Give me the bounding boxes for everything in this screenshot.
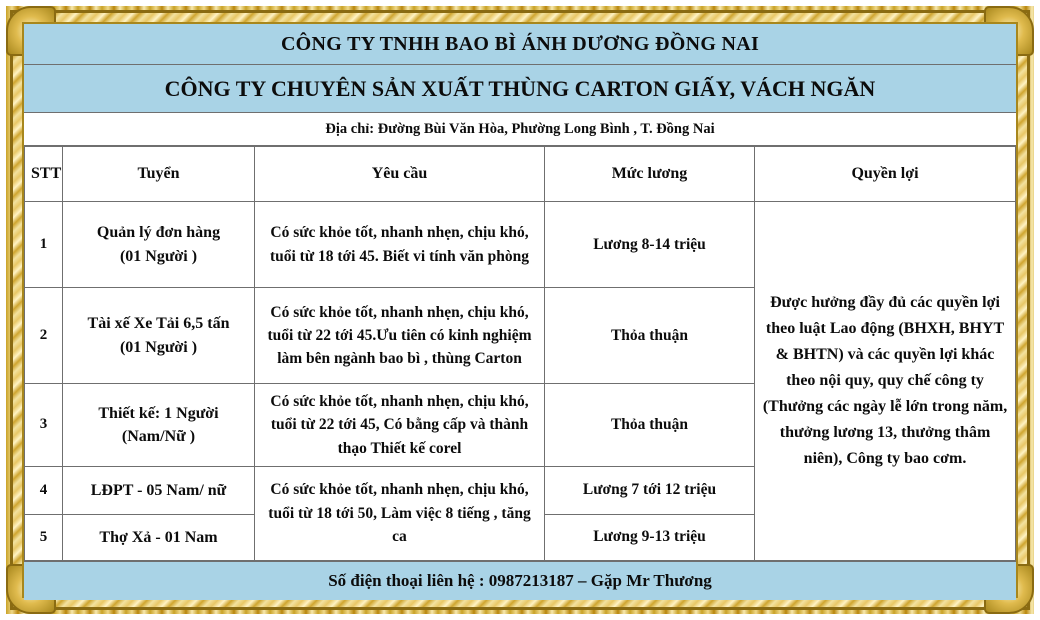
row-position: LĐPT - 05 Nam/ nữ xyxy=(63,466,255,514)
row-index: 4 xyxy=(25,466,63,514)
column-header-salary: Mức lương xyxy=(545,147,755,202)
job-listing-table xyxy=(24,146,1016,561)
row-requirement: Có sức khỏe tốt, nhanh nhẹn, chịu khó, tuổi từ 18 tới 50, Làm việc 8 tiếng , tăng ca xyxy=(255,466,545,560)
company-address: Địa chỉ: Đường Bùi Văn Hòa, Phường Long Bình , T. Đồng Nai xyxy=(24,113,1016,146)
column-header-stt: STT xyxy=(25,147,63,202)
table-header-row xyxy=(25,147,1016,202)
row-index: 1 xyxy=(25,202,63,288)
row-position: Thợ Xả - 01 Nam xyxy=(63,514,255,560)
benefits-cell: Được hưởng đầy đủ các quyền lợi theo luật Lao động (BHXH, BHYT & BHTN) và các quyền lợi khác theo nội quy, quy chế công ty (Thưởng các ngày lễ lớn trong năm, thưởng lương 13, thưởng thâm niên), Công ty bao cơm. xyxy=(755,202,1016,561)
poster-content xyxy=(24,24,1016,596)
row-salary: Thỏa thuận xyxy=(545,384,755,467)
row-position: Thiết kế: 1 Người (Nam/Nữ ) xyxy=(63,384,255,467)
row-requirement: Có sức khỏe tốt, nhanh nhẹn, chịu khó, tuổi từ 22 tới 45, Có bằng cấp và thành thạo Thiết kế corel xyxy=(255,384,545,467)
row-salary: Lương 9-13 triệu xyxy=(545,514,755,560)
company-name-banner: CÔNG TY TNHH BAO BÌ ÁNH DƯƠNG ĐỒNG NAI xyxy=(24,24,1016,65)
row-requirement: Có sức khỏe tốt, nhanh nhẹn, chịu khó, tuổi từ 18 tới 45. Biết vi tính văn phòng xyxy=(255,202,545,288)
column-header-benefits: Quyền lợi xyxy=(755,147,1016,202)
row-requirement: Có sức khỏe tốt, nhanh nhẹn, chịu khó, tuổi từ 22 tới 45.Ưu tiên có kinh nghiệm làm bên ngành bao bì , thùng Carton xyxy=(255,288,545,384)
row-position: Quản lý đơn hàng (01 Người ) xyxy=(63,202,255,288)
row-salary: Thỏa thuận xyxy=(545,288,755,384)
headline-banner: CÔNG TY CHUYÊN SẢN XUẤT THÙNG CARTON GIẤY, VÁCH NGĂN xyxy=(24,65,1016,113)
column-header-requirement: Yêu cầu xyxy=(255,147,545,202)
row-index: 5 xyxy=(25,514,63,560)
row-salary: Lương 7 tới 12 triệu xyxy=(545,466,755,514)
row-position: Tài xế Xe Tải 6,5 tấn (01 Người ) xyxy=(63,288,255,384)
row-index: 2 xyxy=(25,288,63,384)
table-row xyxy=(25,202,1016,288)
contact-banner: Số điện thoại liên hệ : 0987213187 – Gặp Mr Thương xyxy=(24,561,1016,600)
row-salary: Lương 8-14 triệu xyxy=(545,202,755,288)
row-index: 3 xyxy=(25,384,63,467)
column-header-position: Tuyển xyxy=(63,147,255,202)
